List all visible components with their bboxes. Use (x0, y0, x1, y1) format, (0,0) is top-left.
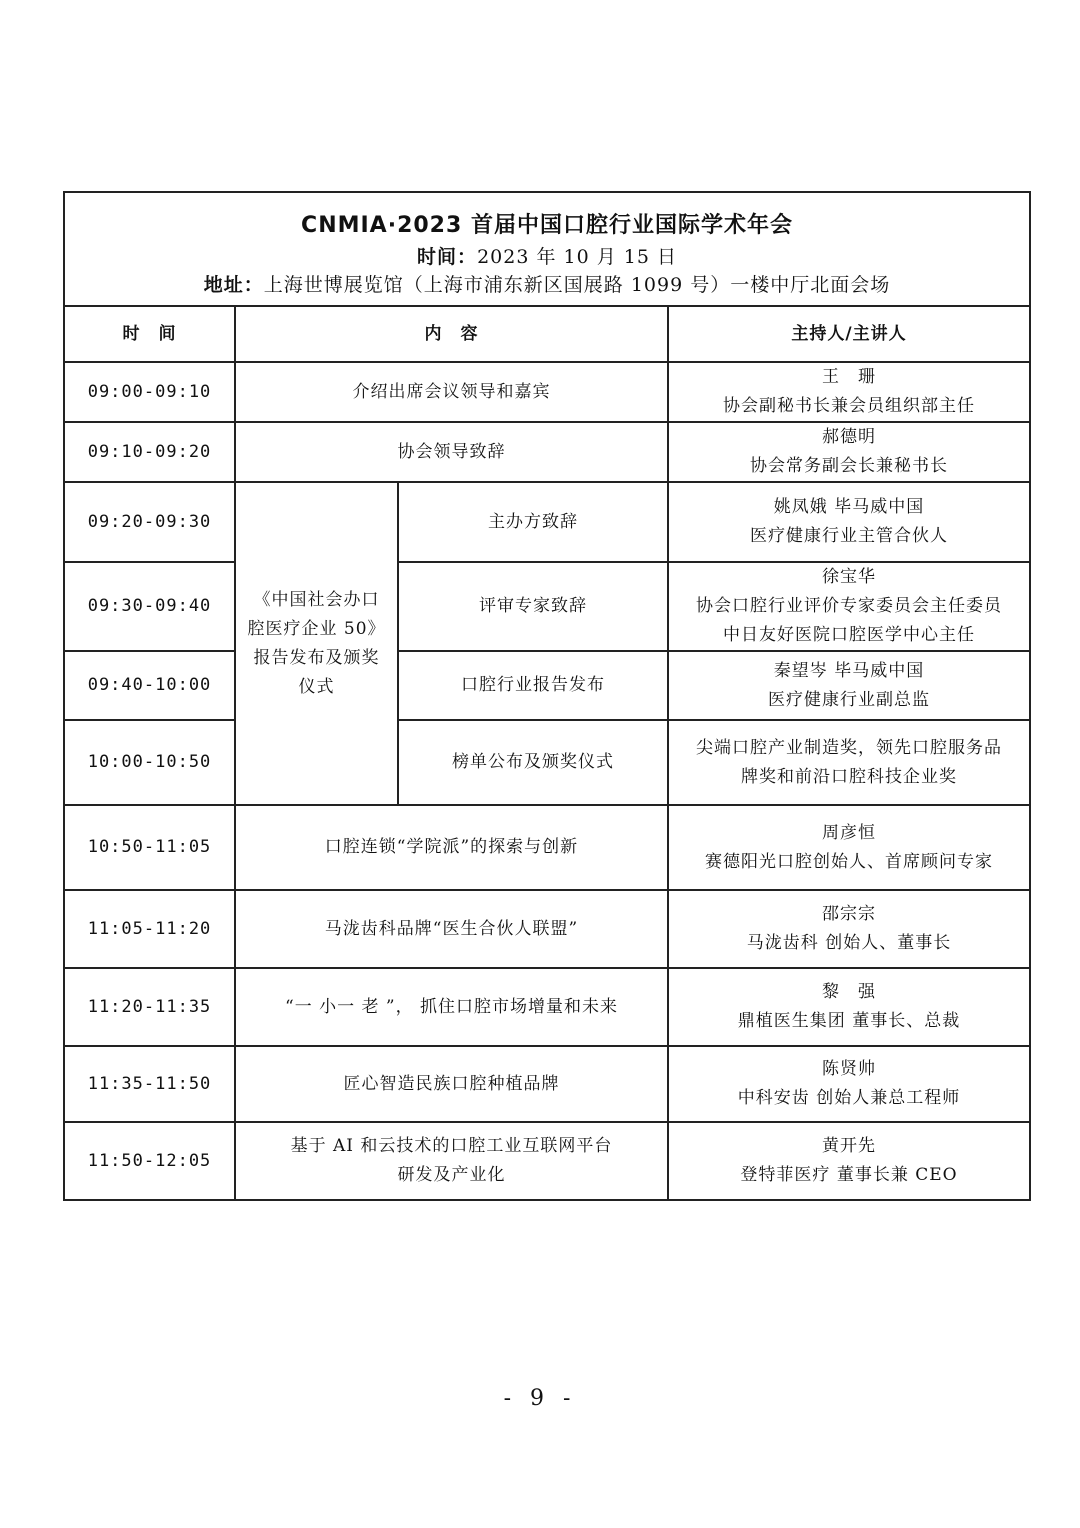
row-host (668, 362, 1030, 422)
host-line: 黄开先 (822, 1136, 876, 1156)
row-content (235, 890, 668, 968)
host-line: 协会口腔行业评价专家委员会主任委员 (696, 596, 1002, 616)
group-line: 《中国社会办口 (253, 589, 380, 610)
host-line: 黎 强 (822, 982, 876, 1002)
row-host (668, 651, 1030, 720)
row-host (668, 805, 1030, 890)
event-address-value: 上海世博展览馆（上海市浦东新区国展路 1099 号）一楼中厅北面会场 (263, 274, 891, 296)
row-time: 10:00-10:50 (64, 720, 235, 805)
host-line: 王 珊 (822, 367, 876, 387)
table-row (64, 890, 1030, 968)
host-line: 协会常务副会长兼秘书长 (750, 456, 948, 476)
host-line: 医疗健康行业副总监 (768, 689, 930, 710)
group-section-cell (235, 482, 398, 805)
host-line: 邵宗宗 (822, 904, 876, 924)
host-line: 周彦恒 (822, 822, 876, 843)
host-line: 尖端口腔产业制造奖，领先口腔服务品 (696, 737, 1002, 758)
table-row (64, 805, 1030, 890)
event-time-value: 2023 年 10 月 15 日 (477, 246, 677, 268)
row-time: 11:05-11:20 (64, 890, 235, 968)
content-line: 基于 AI 和云技术的口腔工业互联网平台 (290, 1136, 613, 1156)
row-content (398, 482, 668, 562)
row-host (668, 1046, 1030, 1122)
host-line: 医疗健康行业主管合伙人 (750, 526, 948, 546)
content-line: 匠心智造民族口腔种植品牌 (343, 1073, 560, 1094)
row-content (235, 422, 668, 482)
row-host (668, 422, 1030, 482)
table-header-row (64, 306, 1030, 362)
group-line: 报告发布及颁奖 (253, 647, 380, 668)
group-line: 腔医疗企业 50》 (247, 618, 386, 639)
host-line: 徐宝华 (822, 567, 876, 587)
content-line: 口腔连锁“学院派”的探索与创新 (324, 837, 579, 857)
content-line: 口腔行业报告发布 (461, 675, 605, 695)
table-row (64, 422, 1030, 482)
row-time: 09:00-09:10 (64, 362, 235, 422)
row-time: 11:35-11:50 (64, 1046, 235, 1122)
row-time: 10:50-11:05 (64, 805, 235, 890)
table-row (64, 562, 1030, 651)
row-time: 09:20-09:30 (64, 482, 235, 562)
table-row (64, 482, 1030, 562)
table-row (64, 362, 1030, 422)
host-line: 协会副秘书长兼会员组织部主任 (723, 396, 975, 416)
content-line: 协会领导致辞 (397, 441, 506, 462)
row-host (668, 720, 1030, 805)
row-content (235, 968, 668, 1046)
host-line: 赛德阳光口腔创始人、首席顾问专家 (705, 851, 993, 872)
host-line: 登特菲医疗 董事长兼 CEO (740, 1165, 958, 1185)
event-address (65, 271, 1029, 299)
event-title: CNMIA·2023 首届中国口腔行业国际学术年会 (301, 213, 793, 238)
table-row (64, 1046, 1030, 1122)
table-row (64, 1122, 1030, 1200)
row-content (398, 651, 668, 720)
host-line: 中科安齿 创始人兼总工程师 (737, 1088, 961, 1108)
row-host (668, 562, 1030, 651)
event-time (65, 243, 1029, 271)
event-address-label: 地址： (203, 274, 264, 296)
event-time-label: 时间： (417, 246, 478, 268)
row-time: 11:20-11:35 (64, 968, 235, 1046)
host-line: 马泷齿科 创始人、董事长 (746, 933, 952, 953)
content-line: 榜单公布及颁奖仪式 (452, 752, 614, 772)
row-content (235, 1046, 668, 1122)
host-line: 中日友好医院口腔医学中心主任 (723, 625, 975, 645)
content-line: 介绍出席会议领导和嘉宾 (352, 381, 551, 402)
table-row (64, 968, 1030, 1046)
row-host (668, 890, 1030, 968)
content-line: “一 小一 老 ”， 抓住口腔市场增量和未来 (285, 996, 618, 1017)
row-host (668, 482, 1030, 562)
header-host: 主持人/主讲人 (668, 306, 1030, 362)
row-time: 09:30-09:40 (64, 562, 235, 651)
header-content: 内 容 (235, 306, 668, 362)
content-line: 马泷齿科品牌“医生合伙人联盟” (324, 918, 579, 939)
content-line: 评审专家致辞 (479, 596, 587, 616)
row-time: 11:50-12:05 (64, 1122, 235, 1200)
host-line: 牌奖和前沿口腔科技企业奖 (741, 766, 957, 787)
row-time: 09:10-09:20 (64, 422, 235, 482)
row-content (398, 562, 668, 651)
row-content (398, 720, 668, 805)
row-content (235, 362, 668, 422)
row-time: 09:40-10:00 (64, 651, 235, 720)
group-line: 仪式 (298, 676, 335, 697)
header-time: 时 间 (64, 306, 235, 362)
content-line: 研发及产业化 (397, 1165, 506, 1185)
content-line: 主办方致辞 (488, 511, 578, 532)
table-row (64, 720, 1030, 805)
table-row (64, 651, 1030, 720)
event-header-cell (64, 192, 1030, 306)
host-line: 鼎植医生集团 董事长、总裁 (737, 1011, 961, 1031)
row-host (668, 968, 1030, 1046)
host-line: 姚凤娥 毕马威中国 (773, 497, 925, 517)
host-line: 陈贤帅 (822, 1059, 876, 1079)
page-number: - 9 - (503, 1386, 577, 1411)
row-content (235, 805, 668, 890)
host-line: 郝德明 (822, 427, 876, 447)
host-line: 秦望岑 毕马威中国 (773, 660, 925, 681)
schedule-table (63, 191, 1031, 1201)
row-content (235, 1122, 668, 1200)
row-host (668, 1122, 1030, 1200)
